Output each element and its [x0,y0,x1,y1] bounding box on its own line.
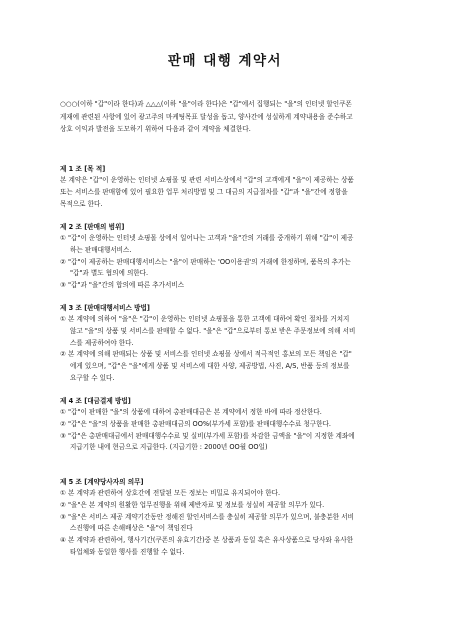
clause-line: ② 본 계약에 의해 판매되는 상품 및 서비스를 인터넷 쇼핑몰 상에서 적극적인 홍보의 모든 책임은 "갑" [60,350,352,359]
article-5 [60,476,393,559]
intro-line: 게재에 관련된 사항에 있어 광고주의 마케팅목표 달성을 돕고, 양사간에 성실하게 계약내용을 준수하고 [60,112,353,121]
article-heading: 제 5 조 [계약당사자의 의무] [60,478,144,486]
clause-line: ① "갑"이 판매한 "을"의 상품에 대하여 총판매대금은 본 계약에서 정한 바에 따라 정산한다. [60,408,322,416]
clause-line: ① 본 계약과 관련하여 상호간에 전달된 모든 정보는 비밀로 유지되어야 한다. [60,489,281,497]
clause-line: ④ 본 계약과 관련하여, 행사기간(쿠폰의 유효기간)중 본 상품과 동일 혹은 유사상품으로 당사와 유사한 [60,536,354,545]
clause-line: ① "갑"이 운영하는 인터넷 쇼핑몰 상에서 일어나는 고객과 "을"간의 거래를 중개하기 위해 "갑"이 제공 [60,234,354,242]
article-4 [60,395,393,454]
clause-line: ③ "갑"과 "을"간의 합의에 따른 추가서비스 [60,281,185,290]
article-heading: 제 2 조 [판매의 범위] [60,223,125,231]
clause-line: ① 본 계약에 의하여 "을"은 "갑"이 운영하는 인터넷 쇼핑몰을 통한 고객에 대하여 확인 절차를 거치지 [60,315,350,323]
article-2 [60,221,393,292]
intro-line: 상호 이익과 발전을 도모하기 위하여 다음과 같이 계약을 체결한다. [60,125,251,133]
article-line: 목적으로 한다. [60,199,103,208]
clause-line: ② "갑"은 "을"의 상품을 판매한 총판매대금의 OO%(부가세 포함)를 판매대행수수료 청구한다. [60,419,331,428]
clause-line: 요구할 수 있다. [70,373,115,382]
article-3 [60,302,393,385]
intro-paragraph [60,98,387,136]
article-heading: 제 3 조 [판매대행서비스 방법] [60,304,150,312]
intro-line: ○○○(이하 "갑"이라 한다)과 △△△(이하 "을"이라 한다)은 "갑"에서 집행되는 "을"의 인터넷 할인쿠폰 [60,100,352,108]
article-line: 또는 서비스를 판매함에 있어 필요한 업무 처리방법 및 그 대금의 지급절차를 "갑"과 "을"간에 정함을 [60,187,348,196]
article-heading: 제 4 조 [대금결제 방법] [60,397,131,405]
clause-line: ② "을"은 본 계약의 원활한 업무진행을 위해 제반자료 및 정보를 성실히 제공할 의무가 있다. [60,500,325,509]
article-line: 본 계약은 "갑"이 운영하는 인터넷 쇼핑몰 및 관련 서비스상에서 "갑"의 고객에게 "을"이 제공하는 상품 [60,176,354,184]
clause-line: 스를 제공하여야 한다. [70,338,134,347]
clause-line: ③ "을"은 서비스 제공 계약기간동안 정해진 할인서비스를 충실히 제공할 의무가 있으며, 불충분한 서비 [60,512,355,521]
clause-line: 않고 "을"의 상품 및 서비스를 판매할 수 없다. "을"은 "갑"으로부터 통보 받은 주문정보에 의해 서비 [70,326,356,335]
clause-line: 스진행에 따른 손해배상은 "을"이 책임진다 [70,524,193,533]
document-title: 판매 대행 계약서 [167,53,283,69]
clause-line: ② "갑"이 제공하는 판매대행서비스는 "을"이 판매하는 'OO이용권'의 거래에 한정하며, 품목의 추가는 [60,257,351,266]
clause-line: 에게 있으며, "갑"은 "을"에게 상품 및 서비스에 대한 사양, 제공방법, 사진, A/S, 반품 등의 정보를 [70,362,350,371]
article-heading: 제 1 조 [목 적] [60,165,106,173]
clause-line: 하는 판매대행서비스. [70,245,132,254]
article-1 [60,163,393,210]
clause-line: ③ "갑"은 총판매대금에서 판매대행수수료 및 실비(부가세 포함)를 차감한 금액을 "을"이 지정한 계좌에 [60,431,355,440]
clause-line: 타업체와 동일한 행사를 진행할 수 없다. [70,547,185,556]
clause-line: 지급기한 내에 현금으로 지급한다. (지급기한 : 2000년 OO월 OO일) [70,443,268,452]
clause-line: "갑"과 별도 협의에 의한다. [70,269,149,278]
